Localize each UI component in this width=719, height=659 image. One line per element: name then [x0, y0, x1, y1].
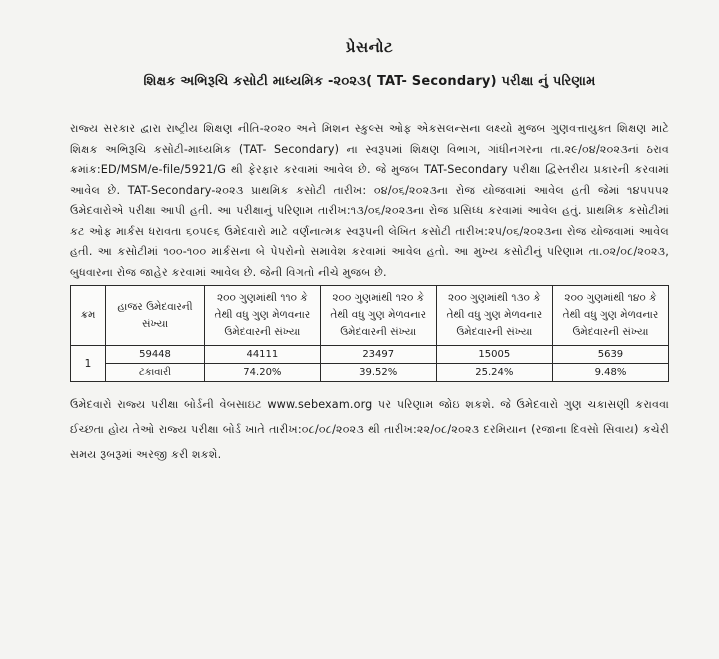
table-row-counts [71, 346, 669, 364]
results-table [70, 285, 669, 382]
page-subtitle: શિક્ષક અભિરૂચિ કસોટી માધ્યમિક -૨૦૨૩( TAT- Secondary) પરીક્ષા નું પરિણામ [143, 74, 596, 89]
cell-140-percent: 9.48% [552, 364, 668, 382]
header-140-marks: ૨૦૦ ગુણમાંથી ૧૪૦ કે તેથી વધુ ગુણ મેળવનાર ઉમેદવારની સંખ્યા [552, 286, 668, 346]
header-serial: ક્રમ [71, 286, 106, 346]
cell-serial: 1 [71, 346, 106, 382]
cell-140-count: 5639 [552, 346, 668, 364]
header-130-marks: ૨૦૦ ગુણમાંથી ૧૩૦ કે તેથી વધુ ગુણ મેળવનાર ઉમેદવારની સંખ્યા [436, 286, 552, 346]
cell-120-percent: 39.52% [320, 364, 436, 382]
intro-paragraph: રાજ્ય સરકાર દ્વારા રાષ્ટ્રીય શિક્ષણ નીતિ-૨૦૨૦ અને મિશન સ્કુલ્સ ઓફ એકસલન્સના લક્ષ્યો મુજબ ગુણવત્તાયુક્ત શિક્ષણ માટે શિક્ષક અભિરૂચિ કસોટી-માધ્યમિક (TAT- Secondary) ના સ્વરૂપમાં શિક્ષણ વિભાગ, ગાંધીનગરના તા.૨૯/૦૪/૨૦૨૩નાં ઠરાવ ક્રમાંક:ED/MSM/e-file/5921/G થી ફેરફાર કરવામાં આવેલ છે. જે મુજબ TAT-Secondary પરીક્ષા દ્વિસ્તરીય પ્રકારની કરવામાં આવેલ છે. TAT-Secondary-૨૦૨૩ પ્રાથમિક કસોટી તારીખ: ૦૪/૦૬/૨૦૨૩ના રોજ યોજવામાં આવેલ હતી જેમાં ૧૪૫૫૫૨ ઉમેદવારોએ પરીક્ષા આપી હતી. આ પરીક્ષાનું પરિણામ તારીખ:૧૩/૦૬/૨૦૨૩ના રોજ પ્રસિધ્ધ કરવામાં આવેલ હતું. પ્રાથમિક કસોટીમાં કટ ઓફ માર્કસ ધરાવતા ૬૦૫૯૬ ઉમેદવારો માટે વર્ણનાત્મક સ્વરૂપની લેખિત કસોટી તારીખ:૨૫/૦૬/૨૦૨૩ના રોજ યોજવામાં આવેલ હતી. આ કસોટીમાં ૧૦૦-૧૦૦ માર્કસના બે પેપરોનો સમાવેશ કરવામાં આવેલ હતો. આ મુખ્ય કસોટીનું પરિણામ તા.૦૨/૦૮/૨૦૨૩, બુધવારના રોજ જાહેર કરવામાં આવેલ છે. જેની વિગતો નીચે મુજબ છે. [70, 122, 669, 279]
header-120-marks: ૨૦૦ ગુણમાંથી ૧૨૦ કે તેથી વધુ ગુણ મેળવનાર ઉમેદવારની સંખ્યા [320, 286, 436, 346]
closing-paragraph: ઉમેદવારો રાજ્ય પરીક્ષા બોર્ડની વેબસાઇટ www.sebexam.org પર પરિણામ જોઇ શકશે. જે ઉમેદવારો ગુણ ચકાસણી કરાવવા ઈચ્છતા હોય તેઓ રાજ્ય પરીક્ષા બોર્ડ ખાતે તારીખ:૦૮/૦૮/૨૦૨૩ થી તારીખ:૨૨/૦૮/૨૦૨૩ દરમિયાન (રજાના દિવસો સિવાય) કચેરી સમય રૂબરૂમાં અરજી કરી શકશે. [70, 398, 669, 461]
cell-130-count: 15005 [436, 346, 552, 364]
cell-130-percent: 25.24% [436, 364, 552, 382]
cell-total-count: 59448 [106, 346, 205, 364]
page-title: પ્રેસનોટ [345, 38, 394, 56]
table-header-row [71, 286, 669, 346]
cell-110-percent: 74.20% [205, 364, 321, 382]
header-110-marks: ૨૦૦ ગુણમાંથી ૧૧૦ કે તેથી વધુ ગુણ મેળવનાર ઉમેદવારની સંખ્યા [205, 286, 321, 346]
table-row-percent [71, 364, 669, 382]
cell-120-count: 23497 [320, 346, 436, 364]
header-total-candidates: હાજર ઉમેદવારની સંખ્યા [106, 286, 205, 346]
cell-percent-label: ટકાવારી [106, 364, 205, 382]
cell-110-count: 44111 [205, 346, 321, 364]
